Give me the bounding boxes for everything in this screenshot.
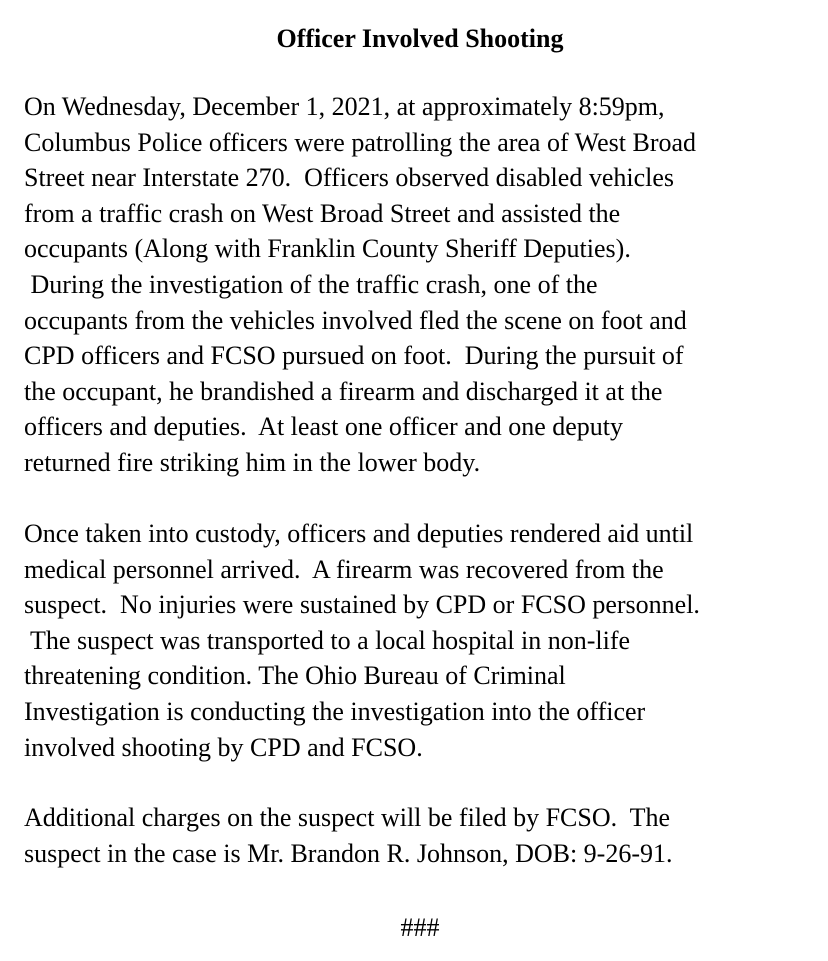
text-line: suspect in the case is Mr. Brandon R. Johnson, DOB: 9-26-91. xyxy=(24,838,673,868)
text-line: The suspect was transported to a local hospital in non-life xyxy=(24,625,631,655)
text-line: During the investigation of the traffic crash, one of the xyxy=(24,269,598,299)
text-line: returned fire striking him in the lower body. xyxy=(24,447,481,477)
paragraph-custody xyxy=(24,516,700,765)
text-line: threatening condition. The Ohio Bureau of Criminal xyxy=(24,661,566,691)
text-line: from a traffic crash on West Broad Street and assisted the xyxy=(24,198,621,228)
text-line: On Wednesday, December 1, 2021, at approximately 8:59pm, xyxy=(24,92,665,121)
document-title: Officer Involved Shooting xyxy=(276,24,564,53)
text-line: occupants (Along with Franklin County Sheriff Deputies). xyxy=(24,234,631,264)
text-line: occupants from the vehicles involved fled the scene on foot and xyxy=(24,305,687,335)
text-line: medical personnel arrived. A firearm was recovered from the xyxy=(24,554,664,584)
end-mark: ### xyxy=(400,913,440,942)
paragraph-charges xyxy=(24,800,673,871)
text-line: Columbus Police officers were patrolling the area of West Broad xyxy=(24,127,697,157)
text-line: suspect. No injuries were sustained by CPD or FCSO personnel. xyxy=(24,590,700,620)
text-line: Investigation is conducting the investigation into the officer xyxy=(24,696,646,726)
text-line: the occupant, he brandished a firearm and discharged it at the xyxy=(24,376,663,406)
text-line: Street near Interstate 270. Officers observed disabled vehicles xyxy=(24,163,674,193)
text-line: Once taken into custody, officers and deputies rendered aid until xyxy=(24,519,694,548)
text-line: CPD officers and FCSO pursued on foot. During the pursuit of xyxy=(24,341,684,371)
text-line: involved shooting by CPD and FCSO. xyxy=(24,732,423,762)
paragraph-incident xyxy=(24,89,696,481)
text-line: Additional charges on the suspect will be filed by FCSO. The xyxy=(24,803,671,832)
text-line: officers and deputies. At least one officer and one deputy xyxy=(24,412,624,442)
